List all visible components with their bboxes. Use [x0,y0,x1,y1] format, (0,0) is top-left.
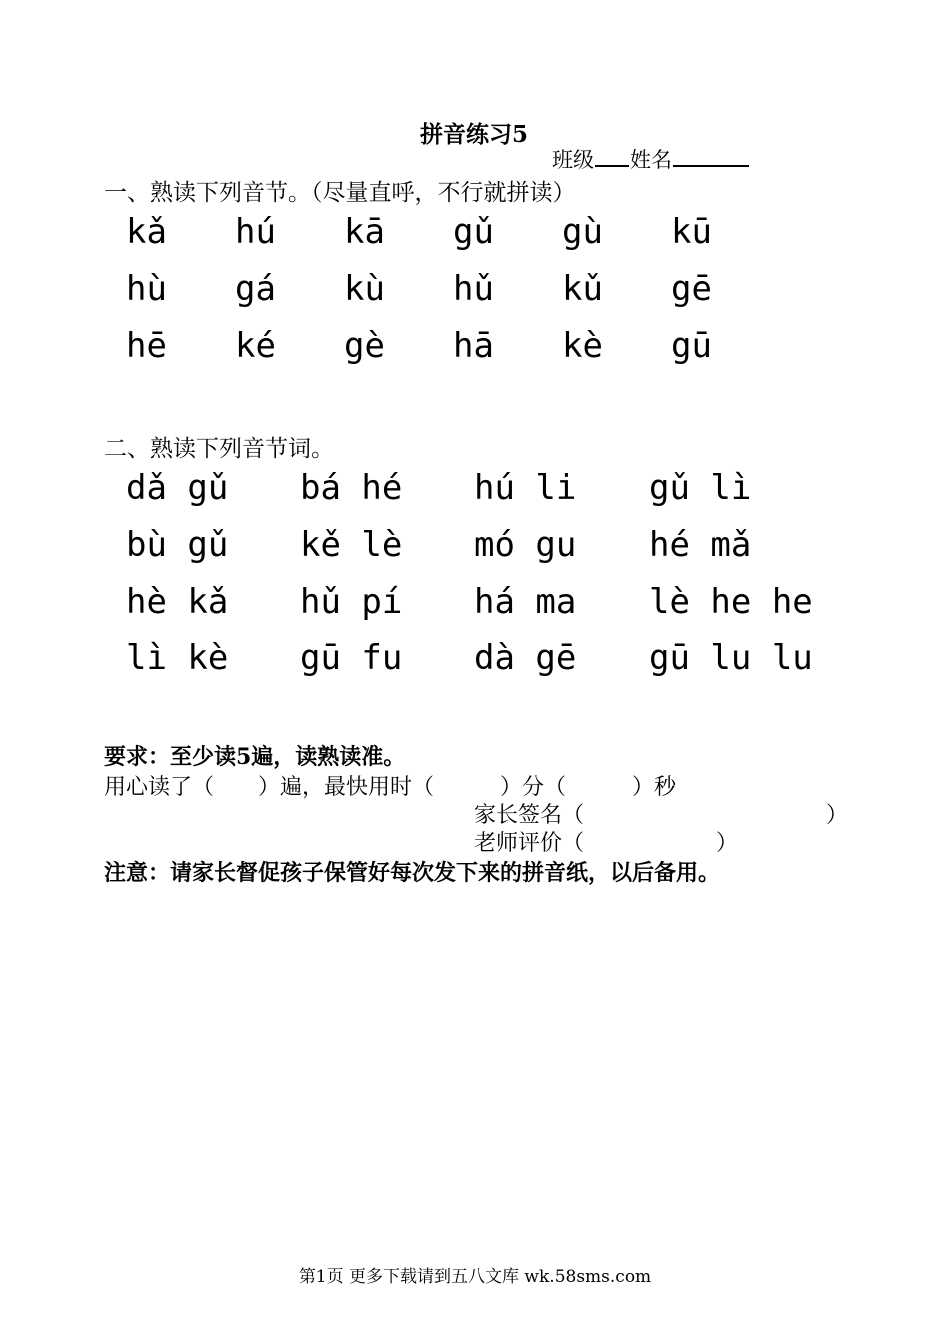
section1-heading: 一、熟读下列音节。（尽量直呼，不行就拼读） [104,180,576,206]
syllable: kǔ [562,269,603,309]
page-footer: 第1页 更多下载请到五八文库 wk.58sms.com [298,1267,652,1287]
name-label: 姓名 [630,148,672,172]
syllable: hā [453,326,494,366]
syllable: kù [344,269,385,309]
note-text: 注意：请家长督促孩子保管好每次发下来的拼音纸，以后备用。 [104,860,721,886]
requirement-text: 要求：至少读5遍，读熟读准。 [104,744,406,770]
name-blank [673,147,749,167]
page-title: 拼音练习5 [419,121,528,148]
syllable: kè [562,326,603,366]
syllable-word: gū lu lu [649,638,813,678]
syllable: gē [671,269,712,309]
syllable-word: dǎ gǔ [126,468,229,508]
syllable: hē [126,326,167,366]
syllable: gǔ [453,212,494,252]
syllable-word: lì kè [126,638,229,678]
section2-heading: 二、熟读下列音节词。 [104,436,334,462]
class-name-line [552,144,749,174]
syllable: kǎ [126,212,167,252]
syllable-word: hè kǎ [126,582,229,622]
syllable: kā [344,212,385,252]
parent-signature: 家长签名（ ） [474,803,849,828]
syllable-word: kě lè [300,525,403,565]
syllable: gù [562,212,603,252]
syllable-word: há ma [474,582,577,622]
syllable-word: gǔ lì [649,468,752,508]
syllable: kū [671,212,712,252]
syllable-word: hú li [474,468,577,508]
syllable: gá [235,269,276,309]
syllable-word: bá hé [300,468,403,508]
syllable-word: dà gē [474,638,577,678]
syllable-word: gū fu [300,638,403,678]
syllable-word: hǔ pí [300,582,403,622]
class-label: 班级 [552,148,594,172]
syllable-word: mó gu [474,525,577,565]
syllable: hù [126,269,167,309]
syllable: gū [671,326,712,366]
class-blank [595,147,629,167]
syllable: hú [235,212,276,252]
syllable-word: lè he he [649,582,813,622]
syllable-word: bù gǔ [126,525,229,565]
syllable: hǔ [453,269,494,309]
syllable: ké [235,326,276,366]
syllable-word: hé mǎ [649,525,752,565]
read-record-line: 用心读了（ ）遍，最快用时（ ）分（ ）秒 [104,775,677,800]
syllable: gè [344,326,385,366]
teacher-evaluation: 老师评价（ ） [474,831,739,856]
